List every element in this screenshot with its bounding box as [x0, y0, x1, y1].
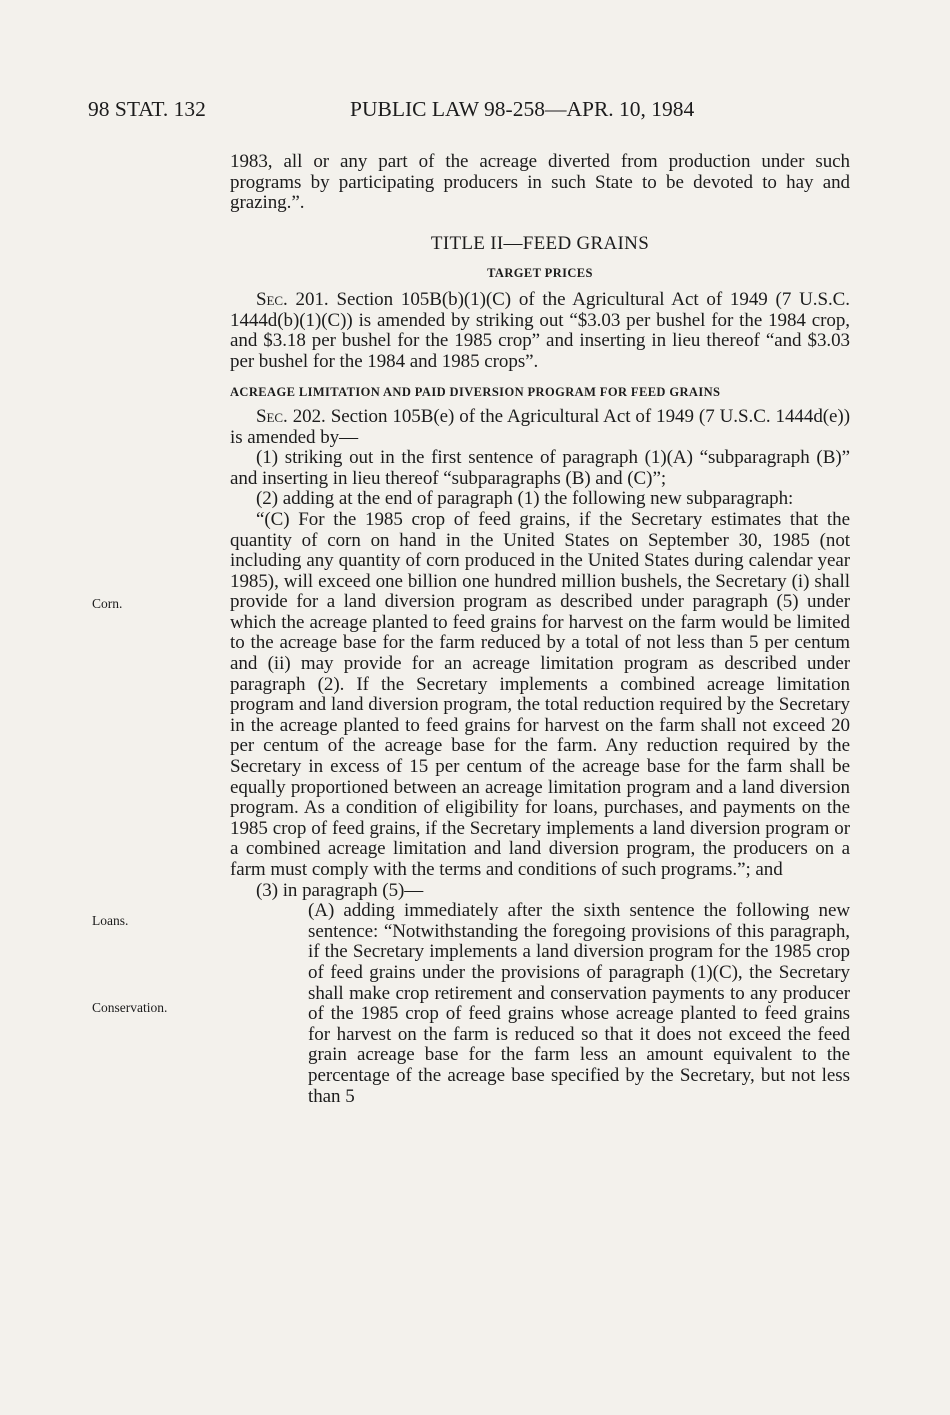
section-heading-acreage-limitation: ACREAGE LIMITATION AND PAID DIVERSION PROGRAM FOR FEED GRAINS — [230, 385, 721, 400]
amendment-item-a: (A) adding immediately after the sixth sentence the following new sentence: “Notwithstanding the foregoing provisions of this paragraph, if the Secretary implements a land diversion program for the 1985 crop of feed grains under the provisions of paragraph (1)(C), the Secretary shall make crop retirement and conservation payments to any producer of the 1985 crop of feed grains whose acreage planted to feed grains for harvest on the farm is reduced so that it does not exceed the feed grain acreage base for the farm less an amount equivalent to the percentage of the acreage base specified by the Secretary, but not less than 5 — [308, 900, 850, 1107]
amendment-item-2: (2) adding at the end of paragraph (1) the following new subparagraph: — [256, 488, 794, 510]
margin-note-corn: Corn. — [92, 596, 123, 611]
section-heading-target-prices: TARGET PRICES — [487, 266, 593, 281]
continued-paragraph: 1983, all or any part of the acreage diverted from production under such programs by participating producers in such State to be devoted to hay and grazing.”. — [230, 151, 850, 214]
section-201 — [230, 290, 850, 372]
public-law-citation: PUBLIC LAW 98-258—APR. 10, 1984 — [350, 97, 695, 121]
amendment-item-3: (3) in paragraph (5)— — [256, 879, 424, 901]
page-header — [88, 96, 840, 122]
amendment-item-1: (1) striking out in the first sentence of paragraph (1)(A) “subparagraph (B)” and inserting in lieu thereof “subparagraphs (B) and (C)”; — [230, 447, 850, 489]
title-heading: TITLE II—FEED GRAINS — [430, 232, 650, 254]
document-body — [230, 152, 850, 1107]
section-201-label: Sec. 201. — [256, 288, 329, 310]
subparagraph-c: “(C) For the 1985 crop of feed grains, if the Secretary estimates that the quantity of corn on hand in the United States on September 30, 1985 (not including any quantity of corn produced in the United States during calendar year 1985), will exceed one billion one hundred million bushels, the Secretary (i) shall provide for a land diversion program as described under paragraph (5) under which the acreage planted to feed grains for harvest on the farm would be limited to the acreage base for the farm reduced by a total of not less than 5 per centum and (ii) may provide for an acreage limitation program as described under paragraph (2). If the Secretary implements a combined acreage limitation program and land diversion program, the total reduction required by the Secretary in the acreage planted to feed grains for harvest on the farm shall not exceed 20 per centum of the acreage base for the farm. Any reduction required by the Secretary in excess of 15 per centum of the acreage base for the farm shall be equally proportioned between an acreage limitation program and a land diversion program. As a condition of eligibility for loans, purchases, and payments on the 1985 crop of feed grains, if the Secretary implements a land diversion program or a combined acreage limitation and land diversion program, the producers on a farm must comply with the terms and conditions of such programs.”; and — [230, 508, 850, 880]
section-202-label: Sec. 202. — [256, 405, 326, 427]
section-201-text: Section 105B(b)(1)(C) of the Agricultural Act of 1949 (7 U.S.C. 1444d(b)(1)(C)) is amended by striking out “$3.03 per bushel for the 1984 crop, and $3.18 per bushel for the 1985 crop” and inserting in lieu thereof “and $3.03 per bushel for the 1984 and 1985 crops”. — [230, 288, 851, 372]
stat-page-number: 98 STAT. 132 — [88, 97, 206, 121]
section-202-text: Section 105B(e) of the Agricultural Act of 1949 (7 U.S.C. 1444d(e)) is amended by— — [230, 405, 850, 448]
margin-note-conservation: Conservation. — [92, 1000, 168, 1015]
section-202 — [230, 407, 850, 448]
margin-note-loans: Loans. — [92, 913, 129, 928]
